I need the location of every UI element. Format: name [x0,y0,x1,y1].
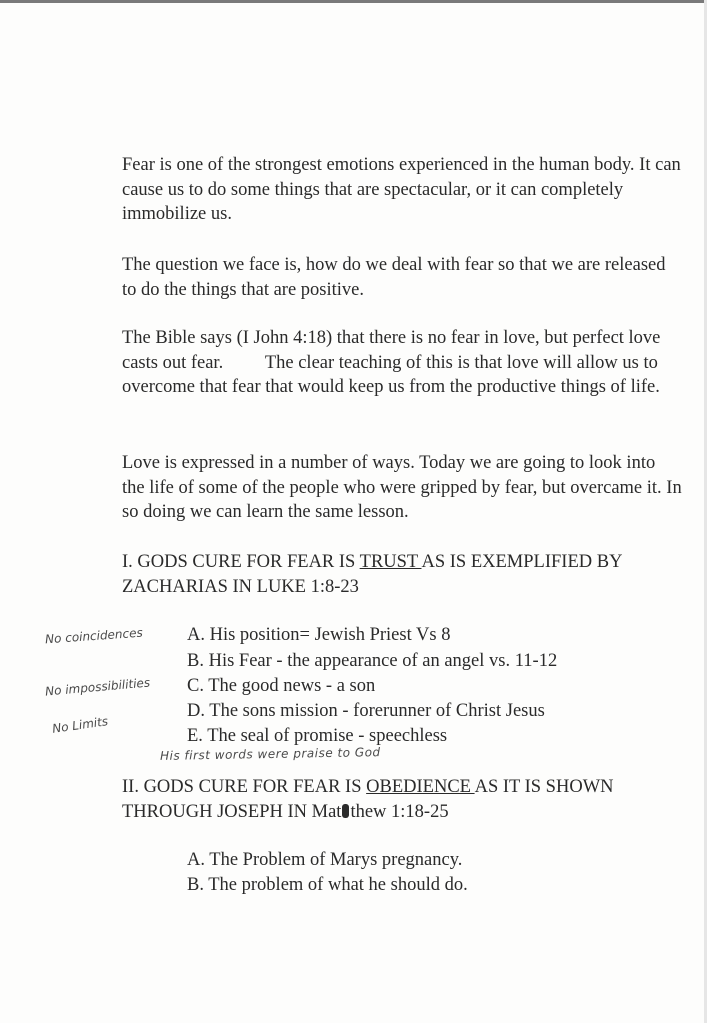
section-1-item-e: E. The seal of promise - speechless [187,726,448,746]
intro-paragraph-4: Love is expressed in a number of ways. Today we are going to look into the life of some of the people who were gripped by fear, but overcame it. In so doing we can learn the same lesson. [122,453,682,523]
section-2-heading-post-a: AS IT IS SHOWN THROUGH JOSEPH IN Mat [122,777,614,822]
section-1-keyword: TRUST [359,552,422,572]
section-1-item-b: B. His Fear - the appearance of an angel vs. 11-12 [187,651,558,671]
handwritten-note-coincidences: No coincidences [44,625,144,647]
handwritten-note-first-words: His first words were praise to God [159,745,381,763]
handwritten-note-limits: No Limits [51,714,109,736]
section-2-item-b: B. The problem of what he should do. [187,875,468,895]
intro-paragraph-3b: The clear teaching of this is that love will allow us to overcome that fear that would keep us from the productive things of life. [122,352,660,398]
intro-paragraph-3 [122,326,682,400]
section-2-item-a: A. The Problem of Marys pregnancy. [187,850,463,870]
intro-paragraph-3a: The Bible says (I John 4:18) that there is no fear in love, but perfect love casts out fear. [122,328,661,373]
intro-paragraph-1: Fear is one of the strongest emotions experienced in the human body. It can cause us to do some things that are spectacular, or it can completely immobilize us. [122,155,681,225]
handwritten-note-impossibilities: No impossibilities [44,675,151,699]
section-2-heading [122,775,702,824]
section-1-heading-post: AS IS EXEMPLIFIED BY ZACHARIAS IN LUKE 1:8-23 [122,552,622,597]
section-1-heading [122,550,702,599]
section-2-heading-post-b: thew 1:18-25 [350,801,449,822]
section-1-item-d: D. The sons mission - forerunner of Christ Jesus [187,701,545,721]
section-1-item-c: C. The good news - a son [187,676,376,696]
ink-blot [342,804,349,818]
intro-paragraph-2: The question we face is, how do we deal with fear so that we are released to do the things that are positive. [122,255,666,300]
section-2-keyword: OBEDIENCE [366,777,475,797]
page-top-edge [0,0,707,3]
section-2-heading-pre: II. GODS CURE FOR FEAR IS [122,777,367,797]
section-1-item-a: A. His position= Jewish Priest Vs 8 [187,625,451,645]
section-1-heading-pre: I. GODS CURE FOR FEAR IS [122,552,360,572]
